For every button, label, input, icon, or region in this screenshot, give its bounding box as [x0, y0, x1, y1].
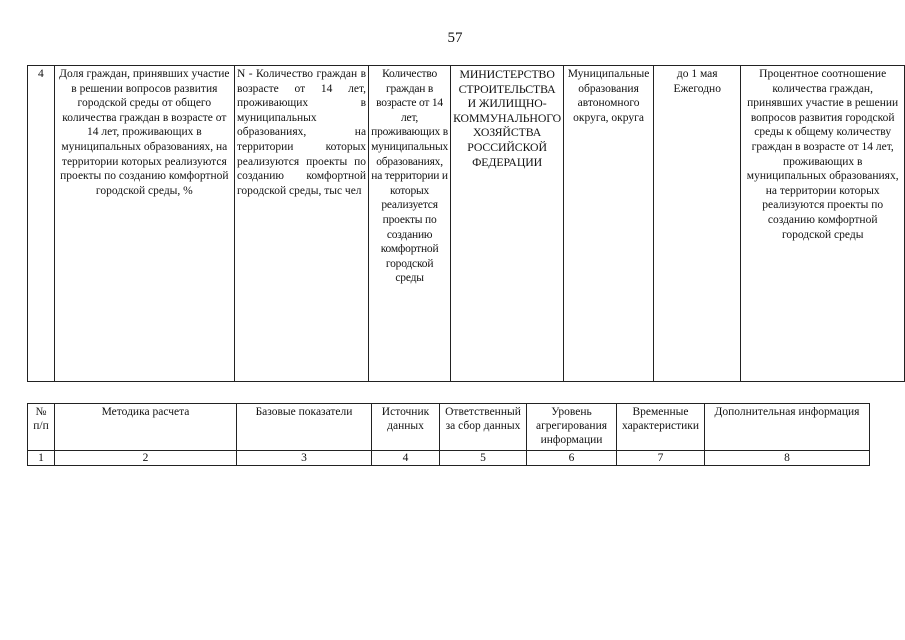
- aggregation-level-cell: Муниципальные образования автономного округа, округа: [564, 66, 654, 382]
- header-cell: Методика расчета: [55, 404, 237, 451]
- column-number-cell: 3: [237, 451, 372, 466]
- header-cell: № п/п: [28, 404, 55, 451]
- column-number-cell: 5: [440, 451, 527, 466]
- method-cell: Доля граждан, принявших участие в решении вопросов развития городской среды от общего количества граждан в возрасте от 14 лет, проживающих в муниципальных образованиях, на территории которых реализуются проекты по созданию комфортной городской среды, %: [54, 66, 234, 382]
- page-number: 57: [447, 30, 463, 46]
- header-cell: Уровень агрегирования информации: [527, 404, 617, 451]
- base-indicators-cell: N - Количество граждан в возрасте от 14 лет, проживающих в муниципальных образованиях, на территории которых реализуются проекты по созданию комфортной городской среды, тыс чел: [234, 66, 368, 382]
- column-number-cell: 1: [28, 451, 55, 466]
- header-cell: Ответственный за сбор данных: [440, 404, 527, 451]
- header-table: [27, 403, 870, 466]
- header-cell: Базовые показатели: [237, 404, 372, 451]
- header-row: [28, 404, 870, 451]
- column-number-row: [28, 451, 870, 466]
- row-number-cell: 4: [28, 66, 55, 382]
- time-characteristics-cell: до 1 мая Ежегодно: [654, 66, 741, 382]
- indicator-row: [28, 66, 905, 382]
- column-number-cell: 8: [705, 451, 870, 466]
- column-number-cell: 7: [617, 451, 705, 466]
- column-number-cell: 6: [527, 451, 617, 466]
- responsible-cell: МИНИСТЕРСТВО СТРОИТЕЛЬСТВА И ЖИЛИЩНО-КОММУНАЛЬНОГО ХОЗЯЙСТВА РОССИЙСКОЙ ФЕДЕРАЦИИ: [451, 66, 564, 382]
- indicator-table: [27, 65, 905, 382]
- header-cell: Дополнительная информация: [705, 404, 870, 451]
- column-number-cell: 2: [55, 451, 237, 466]
- source-cell: Количество граждан в возрасте от 14 лет, проживающих в муниципальных образованиях, на территории и которых реализуется проекты по созданию комфортной городской среды: [369, 66, 451, 382]
- header-cell: Источник данных: [372, 404, 440, 451]
- additional-info-cell: Процентное соотношение количества граждан, принявших участие в решении вопросов развития городской среды к общему количеству граждан в возрасте от 14 лет, проживающих в муниципальных образованиях, на территории которых реализуются проекты по созданию комфортной городской среды: [741, 66, 905, 382]
- column-number-cell: 4: [372, 451, 440, 466]
- header-cell: Временные характеристики: [617, 404, 705, 451]
